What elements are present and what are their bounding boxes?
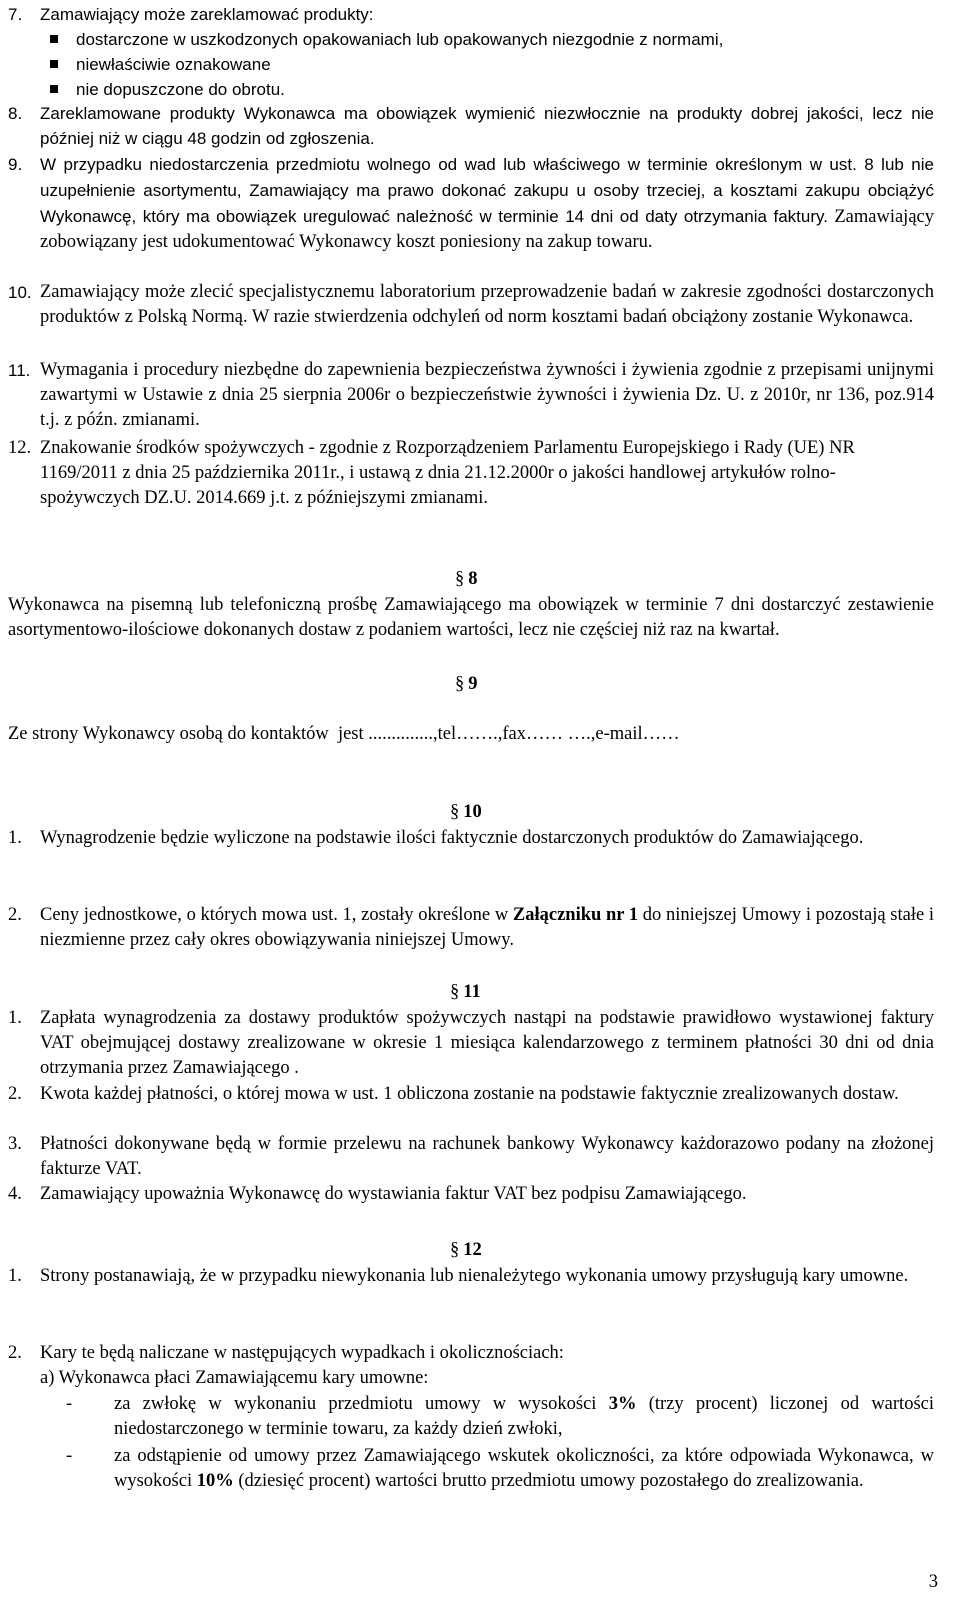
list-item-11	[8, 358, 934, 433]
section-10-item-1: 1. Wynagrodzenie będzie wyliczone na podstawie ilości faktycznie dostarczonych produktów do Zamawiającego.	[8, 828, 864, 848]
dash-item: - za odstąpienie od umowy przez Zamawiającego wskutek okoliczności, za które odpowiada Wykonawca, w wysokości 10% (dziesięć procent) wartości brutto przedmiotu umowy pozostałego do zrealizowania.	[66, 1446, 934, 1491]
list-item-12	[8, 436, 934, 511]
item-text: W przypadku niedostarczenia przedmiotu wolnego od wad lub właściwego w terminie określonym w ust. 8 lub nie uzupełnienie asortymentu, Zamawiający ma prawo dokonać zakupu u osoby trzeciej, a kosztami zakupu obciążyć Wykonawcę, który ma obowiązek uregulować należność w terminie 14 dni od daty otrzymania faktury.	[40, 155, 934, 226]
section-9-contact-line: Ze strony Wykonawcy osobą do kontaktów jest ..............,tel…….,fax…… ….,e-mail……	[8, 724, 680, 744]
item-text-serif: Zamawiający zobowiązany jest udokumentować Wykonawcy koszt poniesiony na zakup towaru.	[40, 207, 934, 252]
dash-item: - za zwłokę w wykonaniu przedmiotu umowy w wysokości 3% (trzy procent) liczonej od wartości niedostarczonego w terminie towaru, za każdy dzień zwłoki,	[66, 1394, 934, 1439]
section-heading-10: § 10	[450, 802, 482, 822]
item-number: 11.	[8, 361, 31, 380]
section-heading-12: § 12	[450, 1240, 482, 1260]
section-8-paragraph: Wykonawca na pisemną lub telefoniczną prośbę Zamawiającego ma obowiązek w terminie 7 dni dostarczyć zestawienie asortymentowo-ilościowe dokonanych dostaw z podaniem wartości, lecz nie częściej niż raz na kwartał.	[8, 595, 934, 640]
item-number: 12.	[8, 438, 32, 458]
item-text: Zamawiający może zareklamować produkty:	[40, 5, 374, 24]
section-10-item-2: 2. Ceny jednostkowe, o których mowa ust. 1, zostały określone w Załączniku nr 1 do niniejszej Umowy i pozostają stałe i niezmienne przez cały okres obowiązywania niniejszej Umowy.	[8, 905, 934, 950]
section-heading-9: § 9	[455, 674, 478, 694]
item-number: 9.	[8, 155, 23, 174]
bullet-item: niewłaściwie oznakowane	[50, 52, 930, 77]
item-text: Zareklamowane produkty Wykonawca ma obowiązek wymienić niezwłocznie na produkty dobrej jakości, lecz nie później niż w ciągu 48 godzin od zgłoszenia.	[40, 104, 934, 148]
item-number: 10.	[8, 283, 32, 302]
page-number: 3	[928, 1572, 938, 1592]
section-heading-8: § 8	[455, 569, 478, 589]
section-11-item-4: 4. Zamawiający upoważnia Wykonawcę do wystawiania faktur VAT bez podpisu Zamawiającego.	[8, 1184, 747, 1204]
section-11-item-3: 3. Płatności dokonywane będą w formie przelewu na rachunek bankowy Wykonawcy każdorazowo podany na złożonej fakturze VAT.	[8, 1134, 934, 1179]
item-number: 7.	[8, 5, 23, 24]
sub-item-a: a) Wykonawca płaci Zamawiającemu kary umowne:	[40, 1368, 429, 1388]
item-number: 8.	[8, 104, 23, 123]
section-12-item-1: 1. Strony postanawiają, że w przypadku niewykonania lub nienależytego wykonania umowy przysługują kary umowne.	[8, 1266, 909, 1286]
attachment-reference: Załączniku nr 1	[512, 905, 639, 925]
list-item-8	[8, 101, 934, 151]
list-item-9	[8, 152, 934, 255]
section-12-item-2: 2. Kary te będą naliczane w następujących wypadkach i okolicznościach:	[8, 1343, 564, 1363]
item-text: Wymagania i procedury niezbędne do zapewnienia bezpieczeństwa żywności i żywienia zgodnie z przepisami unijnymi zawartymi w Ustawie z dnia 25 sierpnia 2006r o bezpieczeństwie żywności i żywienia Dz. U. z 2010r, nr 136, poz.914 t.j. z późn. zmianami.	[40, 360, 934, 430]
list-item-7	[8, 2, 934, 27]
section-11-item-2: 2. Kwota każdej płatności, o której mowa w ust. 1 obliczona zostanie na podstawie faktycznie zrealizowanych dostaw.	[8, 1084, 899, 1104]
section-heading-11: § 11	[450, 982, 481, 1002]
bullet-item: dostarczone w uszkodzonych opakowaniach lub opakowanych niezgodnie z normami,	[50, 27, 930, 52]
item-text: Znakowanie środków spożywczych - zgodnie z Rozporządzeniem Parlamentu Europejskiego i Rady (UE) NR 1169/2011 z dnia 25 października 2011r., i ustawą z dnia 21.12.2000r o jakości handlowej artykułów rolno-spożywczych DZ.U. 2014.669 j.t. z późniejszymi zmianami.	[40, 438, 855, 508]
section-11-item-1: 1. Zapłata wynagrodzenia za dostawy produktów spożywczych nastąpi na podstawie prawidłowo wystawionej faktury VAT obejmującej dostawy zrealizowane w okresie 1 miesiąca kalendarzowego z terminem płatności 30 dni od dnia otrzymania przez Zamawiającego .	[8, 1008, 934, 1078]
bullet-item: nie dopuszczone do obrotu.	[50, 77, 930, 102]
square-bullet-icon	[50, 35, 58, 43]
item-text: Zamawiający może zlecić specjalistycznemu laboratorium przeprowadzenie badań w zakresie zgodności dostarczonych produktów z Polską Normą. W razie stwierdzenia odchyleń od norm kosztami badań obciążony zostanie Wykonawca.	[40, 282, 934, 327]
square-bullet-icon	[50, 60, 58, 68]
square-bullet-icon	[50, 85, 58, 93]
list-item-10	[8, 280, 934, 330]
